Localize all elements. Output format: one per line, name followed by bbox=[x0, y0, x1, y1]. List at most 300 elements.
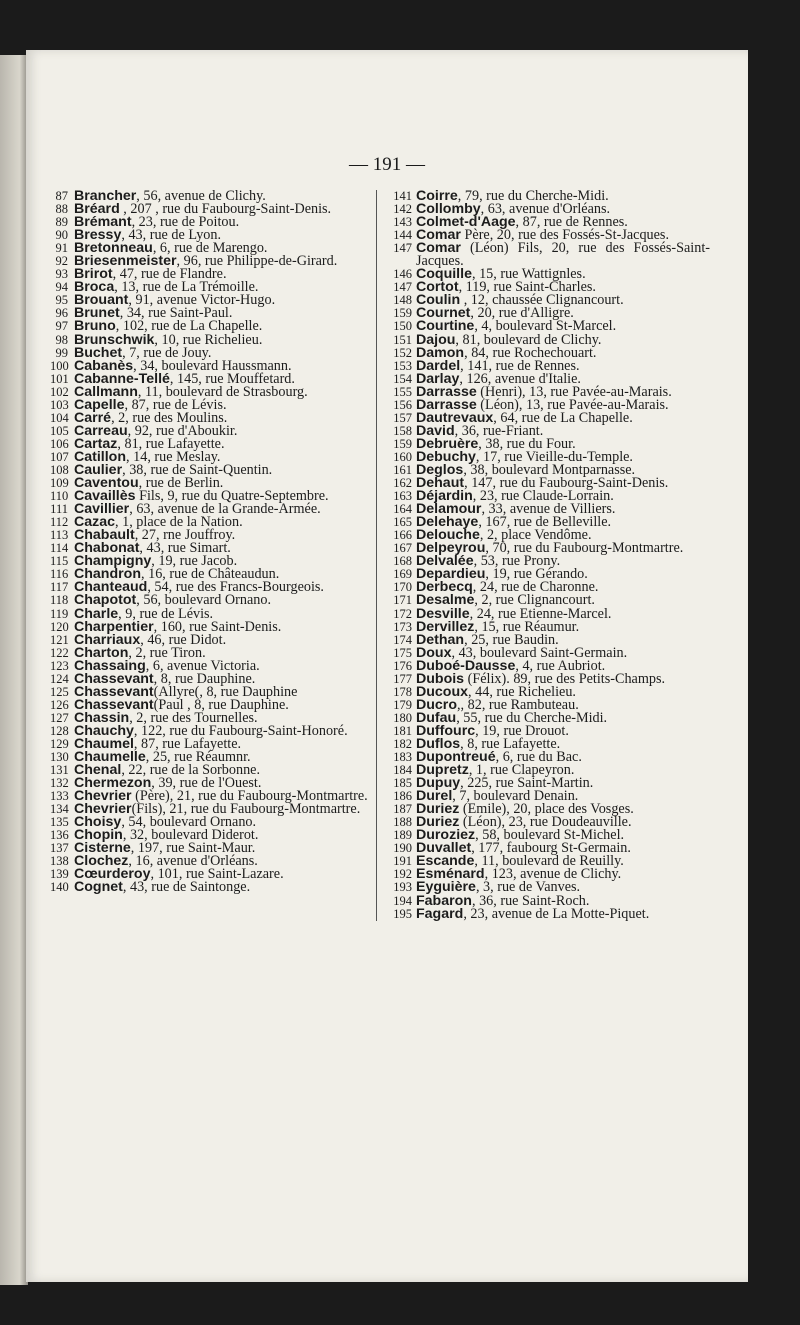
entry-name: Duriez bbox=[416, 814, 460, 831]
entry-number: 161 bbox=[393, 462, 412, 477]
entry-number: 156 bbox=[393, 397, 412, 412]
entry-name: Cabanès bbox=[74, 357, 134, 374]
entry-name: Déjardin bbox=[416, 488, 473, 505]
entry-name: Damon bbox=[416, 344, 465, 361]
entry-address: , 70, rue du Faubourg-Montmartre. bbox=[485, 540, 684, 557]
entry-name: Catillon bbox=[74, 448, 127, 465]
entry-address: , 22, rue de la Sorbonne. bbox=[121, 762, 261, 779]
entry-name: Deglos bbox=[416, 461, 464, 478]
entry-number: 92 bbox=[55, 254, 68, 269]
entry-address: , 44, rue Richelieu. bbox=[468, 683, 576, 700]
entry-number: 170 bbox=[393, 580, 412, 595]
entry-address: , 23, rue de Poitou. bbox=[131, 214, 240, 231]
entry-address: , 46, rue Didot. bbox=[140, 631, 227, 648]
entry-number: 108 bbox=[50, 462, 69, 477]
entry-address: , 102, rue de La Chapelle. bbox=[115, 318, 263, 335]
entry-address: , 16, rue de Châteaudun. bbox=[141, 566, 280, 583]
entry-number: 103 bbox=[50, 397, 69, 412]
entry-number: 150 bbox=[393, 319, 412, 334]
entry-address: , 25, rue Réaumnr. bbox=[145, 749, 251, 766]
entry-number: 164 bbox=[393, 502, 412, 517]
entry-name: Brouant bbox=[74, 292, 129, 309]
entry-number: 104 bbox=[50, 410, 69, 425]
entry-name: Chaumelle bbox=[74, 749, 146, 766]
entry-name: Delamour bbox=[416, 501, 482, 518]
entry-address: , 11, boulevard de Reuilly. bbox=[474, 853, 624, 870]
entry-address: , 119, rue Saint-Charles. bbox=[458, 279, 596, 296]
entry-number: 89 bbox=[55, 215, 68, 230]
entry-name: Chevrier bbox=[74, 788, 132, 805]
entry-name: Bréard bbox=[74, 201, 120, 218]
entry-address: , 36, rue-Friant. bbox=[454, 422, 544, 439]
entry-name: Chassevant bbox=[74, 696, 154, 713]
entry-address: , 43, rue Simart. bbox=[139, 540, 231, 557]
entry-number: 102 bbox=[50, 384, 69, 399]
entry-name: Chassin bbox=[74, 709, 130, 726]
entry-address: , 20, rue d'Alligre. bbox=[470, 305, 574, 322]
entry-address: (Léon), 23, rue Doudeauville. bbox=[459, 814, 632, 831]
entry-name: Dethan bbox=[416, 631, 465, 648]
entry-number: 98 bbox=[55, 332, 68, 347]
entry-number: 144 bbox=[393, 228, 412, 243]
entry-name: Caventou bbox=[74, 475, 139, 492]
book-page bbox=[26, 50, 748, 1282]
entry-number: 130 bbox=[50, 750, 69, 765]
entry-name: Caulier bbox=[74, 461, 123, 478]
entry-address: (Allyre(, 8, rue Dauphine bbox=[153, 683, 298, 700]
directory-entry bbox=[380, 242, 710, 268]
entry-number: 124 bbox=[50, 671, 69, 686]
entry-address: , 38, rue de Saint-Quentin. bbox=[122, 461, 273, 478]
entry-name: Chapotot bbox=[74, 592, 137, 609]
entry-number: 128 bbox=[50, 723, 69, 738]
entry-number: 163 bbox=[393, 489, 412, 504]
entry-number: 111 bbox=[50, 502, 68, 517]
entry-address: , 54, boulevard Ornano. bbox=[121, 814, 257, 831]
entry-address: (Père), 21, rue du Faubourg-Montmartre. bbox=[131, 788, 368, 805]
entry-address: , 23, avenue de La Motte-Piquet. bbox=[463, 905, 650, 922]
entry-address: , 14, rue Meslay. bbox=[126, 448, 221, 465]
entry-name: Chanteaud bbox=[74, 579, 148, 596]
left-page-edge bbox=[0, 55, 28, 1285]
entry-number: 143 bbox=[393, 215, 412, 230]
entry-name: Chassaing bbox=[74, 657, 146, 674]
entry-name: Buchet bbox=[74, 344, 123, 361]
entry-number: 169 bbox=[393, 567, 412, 582]
entry-number: 184 bbox=[393, 763, 412, 778]
entry-number: 142 bbox=[393, 202, 412, 217]
entry-number: 122 bbox=[50, 645, 69, 660]
entry-name: Eyguière bbox=[416, 879, 476, 896]
entry-number: 175 bbox=[393, 645, 412, 660]
entry-name: Cazac bbox=[74, 514, 116, 531]
entry-number: 140 bbox=[50, 880, 69, 895]
entry-name: Comar bbox=[416, 240, 461, 257]
entry-name: Charpentier bbox=[74, 618, 154, 635]
entry-name: Clochez bbox=[74, 853, 129, 870]
entry-number: 166 bbox=[393, 528, 412, 543]
entry-number: 117 bbox=[50, 580, 69, 595]
entry-number: 93 bbox=[55, 267, 68, 282]
entry-name: Courtine bbox=[416, 318, 475, 335]
entry-number: 165 bbox=[393, 515, 412, 530]
entry-number: 148 bbox=[393, 293, 412, 308]
entry-number: 154 bbox=[393, 371, 412, 386]
entry-number: 155 bbox=[393, 384, 412, 399]
entry-address: , 2, rue Tiron. bbox=[128, 644, 206, 661]
entry-name: Darlay bbox=[416, 370, 460, 387]
entry-number: 159 bbox=[393, 436, 412, 451]
entry-number: 146 bbox=[393, 267, 412, 282]
entry-address: (Fils), 21, rue du Faubourg-Montmartre. bbox=[131, 801, 361, 818]
entry-number: 188 bbox=[393, 815, 412, 830]
entry-name: Dajou bbox=[416, 331, 456, 348]
entry-number: 135 bbox=[50, 815, 69, 830]
entry-number: 126 bbox=[50, 697, 69, 712]
entry-address: (Henri), 13, rue Pavée-au-Marais. bbox=[476, 383, 672, 400]
entry-address: , 1, place de la Nation. bbox=[115, 514, 243, 531]
entry-name: Chevrier bbox=[74, 801, 132, 818]
entry-number: 180 bbox=[393, 710, 412, 725]
entry-number: 123 bbox=[50, 658, 69, 673]
entry-name: Charle bbox=[74, 605, 119, 622]
entry-address: , 34, boulevard Haussmann. bbox=[133, 357, 292, 374]
entry-name: Esménard bbox=[416, 866, 485, 883]
entry-address: , 55, rue du Cherche-Midi. bbox=[456, 709, 608, 726]
entry-address: , 3, rue de Vanves. bbox=[475, 879, 581, 896]
entry-number: 97 bbox=[55, 319, 68, 334]
entry-name: Callmann bbox=[74, 383, 138, 400]
entry-name: Delvalée bbox=[416, 553, 474, 570]
entry-name: Duroziez bbox=[416, 827, 476, 844]
entry-name: Charton bbox=[74, 644, 129, 661]
entry-number: 181 bbox=[393, 723, 412, 738]
entry-number: 162 bbox=[393, 476, 412, 491]
entry-address: , 19, rue Drouot. bbox=[475, 722, 569, 739]
entry-name: Chopin bbox=[74, 827, 123, 844]
entry-address: , 177, faubourg St-Germain. bbox=[471, 840, 631, 857]
entry-address: , 2, place Vendôme. bbox=[479, 527, 592, 544]
entry-name: Dautrevaux bbox=[416, 409, 494, 426]
entry-name: Debuchy bbox=[416, 448, 476, 465]
entry-name: Chermezon bbox=[74, 775, 152, 792]
entry-address: , 58, boulevard St-Michel. bbox=[475, 827, 625, 844]
entry-number: 185 bbox=[393, 776, 412, 791]
entry-number: 107 bbox=[50, 449, 69, 464]
entry-name: Chaumel bbox=[74, 735, 134, 752]
entry-address: , 96, rue Philippe-de-Girard. bbox=[176, 253, 338, 270]
entry-name: Dubois bbox=[416, 670, 465, 687]
entry-name: Coquille bbox=[416, 266, 472, 283]
entry-number: 167 bbox=[393, 541, 412, 556]
entry-name: Darrasse bbox=[416, 383, 477, 400]
entry-address: , 123, avenue de Clichy. bbox=[484, 866, 622, 883]
entry-number: 115 bbox=[50, 554, 69, 569]
entry-name: Desalme bbox=[416, 592, 475, 609]
entry-address: , 10, rue Richelieu. bbox=[154, 331, 263, 348]
entry-name: Coirre bbox=[416, 188, 458, 204]
entry-address: , 24, rue de Charonne. bbox=[472, 579, 599, 596]
entry-address: (Léon) Fils, 20, rue des Fossés-Saint-Jacques. bbox=[416, 240, 710, 270]
entry-name: Bruno bbox=[74, 318, 116, 335]
entry-number: 158 bbox=[393, 423, 412, 438]
entry-number: 133 bbox=[50, 789, 69, 804]
entry-number: 174 bbox=[393, 632, 412, 647]
entry-address: , 53, rue Prony. bbox=[473, 553, 561, 570]
entry-name: Brirot bbox=[74, 266, 113, 283]
entry-address: , 225, rue Saint-Martin. bbox=[460, 775, 594, 792]
entry-number: 189 bbox=[393, 828, 412, 843]
directory-entry bbox=[50, 881, 376, 894]
entry-name: Broca bbox=[74, 279, 115, 296]
entry-number: 194 bbox=[393, 893, 412, 908]
entry-number: 168 bbox=[393, 554, 412, 569]
entry-address: , 7, rue de Jouy. bbox=[122, 344, 212, 361]
entry-number: 131 bbox=[50, 763, 69, 778]
entry-number: 91 bbox=[55, 241, 68, 256]
entry-number: 193 bbox=[393, 880, 412, 895]
entry-number: 121 bbox=[50, 632, 69, 647]
entry-address: , 141, rue de Rennes. bbox=[460, 357, 580, 374]
entry-address: , 8, rue Dauphine. bbox=[153, 670, 256, 687]
entry-address: , 25, rue Baudin. bbox=[464, 631, 559, 648]
entry-name: Brémant bbox=[74, 214, 132, 231]
entry-number: 153 bbox=[393, 358, 412, 373]
entry-number: 90 bbox=[55, 228, 68, 243]
entry-number: 113 bbox=[50, 528, 69, 543]
entry-number: 190 bbox=[393, 841, 412, 856]
entry-name: Carreau bbox=[74, 422, 128, 439]
entry-address: , 63, avenue de la Grande-Armée. bbox=[129, 501, 321, 518]
entry-number: 187 bbox=[393, 802, 412, 817]
entry-address: , 6, avenue Victoria. bbox=[145, 657, 260, 674]
entry-name: Cartaz bbox=[74, 435, 118, 452]
entry-name: Coulin bbox=[416, 292, 461, 309]
entry-name: Chabault bbox=[74, 527, 135, 544]
entry-name: Brunet bbox=[74, 305, 120, 322]
entry-address: , 160, rue Saint-Denis. bbox=[153, 618, 282, 635]
entry-name: Fagard bbox=[416, 905, 464, 922]
entry-address: , 38, rue du Four. bbox=[478, 435, 576, 452]
entry-name: Duvallet bbox=[416, 840, 472, 857]
right-column bbox=[376, 190, 710, 921]
entry-name: Champigny bbox=[74, 553, 152, 570]
left-column bbox=[50, 190, 376, 895]
entry-name: Fabaron bbox=[416, 892, 472, 909]
entry-number: 94 bbox=[55, 280, 68, 295]
entry-address: , rue de Berlin. bbox=[138, 475, 224, 492]
entry-name: Desville bbox=[416, 605, 470, 622]
entry-address: , 63, avenue d'Orléans. bbox=[480, 201, 611, 218]
entry-number: 171 bbox=[393, 593, 412, 608]
entry-address: , 56, boulevard Ornano. bbox=[136, 592, 272, 609]
entry-address: , 16, avenue d'Orléans. bbox=[128, 853, 258, 870]
entry-number: 147 bbox=[393, 280, 412, 295]
entry-address: , 34, rue Saint-Paul. bbox=[119, 305, 233, 322]
entry-address: , 56, avenue de Clichy. bbox=[136, 188, 266, 204]
entry-address: , 64, rue de La Chapelle. bbox=[493, 409, 633, 426]
entry-name: Briesenmeister bbox=[74, 253, 177, 270]
entry-name: Choisy bbox=[74, 814, 122, 831]
entry-name: Derbecq bbox=[416, 579, 473, 596]
entry-number: 88 bbox=[55, 202, 68, 217]
entry-address: , 19, rue Gérando. bbox=[485, 566, 588, 583]
entry-name: Durel bbox=[416, 788, 453, 805]
entry-address: Père, 20, rue des Fossés-St-Jacques. bbox=[460, 227, 669, 244]
entry-address: , 84, rue Rochechouart. bbox=[464, 344, 597, 361]
entry-address: , 12, chaussée Clignancourt. bbox=[460, 292, 624, 309]
entry-address: , 9, rue de Lévis. bbox=[118, 605, 214, 622]
entry-number: 127 bbox=[50, 710, 69, 725]
entry-name: Chassevant bbox=[74, 670, 154, 687]
entry-number: 125 bbox=[50, 684, 69, 699]
entry-name: Cortot bbox=[416, 279, 459, 296]
entry-name: Dupontreué bbox=[416, 749, 496, 766]
entry-address: , 32, boulevard Diderot. bbox=[122, 827, 259, 844]
entry-address: , 47, rue de Flandre. bbox=[112, 266, 227, 283]
entry-name: David bbox=[416, 422, 455, 439]
entry-name: Colmet-d'Aage bbox=[416, 214, 516, 231]
entry-number: 136 bbox=[50, 828, 69, 843]
entry-address: , 6, rue de Marengo. bbox=[152, 240, 268, 257]
entry-number: 141 bbox=[393, 189, 412, 203]
entry-name: Collomby bbox=[416, 201, 481, 218]
entry-address: (Félix). 89, rue des Petits-Champs. bbox=[464, 670, 666, 687]
entry-address: , 43, boulevard Saint-Germain. bbox=[451, 644, 628, 661]
entry-number: 134 bbox=[50, 802, 69, 817]
entry-address: , 43, rue de Saintonge. bbox=[122, 879, 251, 896]
entry-address: , 126, avenue d'Italie. bbox=[459, 370, 581, 387]
entry-address: (Emile), 20, place des Vosges. bbox=[459, 801, 634, 818]
entry-name: Delpeyrou bbox=[416, 540, 486, 557]
entry-number: 192 bbox=[393, 867, 412, 882]
entry-number: 137 bbox=[50, 841, 69, 856]
entry-address: , 92, rue d'Aboukir. bbox=[127, 422, 238, 439]
entry-name: Cavillier bbox=[74, 501, 130, 518]
entry-name: Ducro bbox=[416, 696, 457, 713]
entry-number: 152 bbox=[393, 345, 412, 360]
entry-address: Fils, 9, rue du Quatre-Septembre. bbox=[135, 488, 329, 505]
entry-number: 191 bbox=[393, 854, 412, 869]
entry-name: Cavaillès bbox=[74, 488, 136, 505]
entry-address: , 36, rue Saint-Roch. bbox=[471, 892, 590, 909]
entry-number: 112 bbox=[50, 515, 69, 530]
entry-address: , 81, rue Lafayette. bbox=[117, 435, 225, 452]
entry-name: Chassevant bbox=[74, 683, 154, 700]
entry-number: 110 bbox=[50, 489, 69, 504]
entry-address: , 6, rue du Bac. bbox=[495, 749, 582, 766]
entry-name: Chauchy bbox=[74, 722, 134, 739]
entry-name: Dufau bbox=[416, 709, 457, 726]
entry-address: , 2, rue des Moulins. bbox=[111, 409, 228, 426]
entry-address: , 23, rue Claude-Lorrain. bbox=[472, 488, 614, 505]
entry-number: 132 bbox=[50, 776, 69, 791]
entry-name: Ducoux bbox=[416, 683, 469, 700]
entry-number: 147 bbox=[393, 241, 412, 256]
entry-name: Delouche bbox=[416, 527, 480, 544]
directory-entry bbox=[380, 905, 710, 922]
entry-address: , 15, rue Réaumur. bbox=[474, 618, 580, 635]
entry-number: 116 bbox=[50, 567, 69, 582]
entry-name: Duboé-Dausse bbox=[416, 657, 516, 674]
entry-name: Dervillez bbox=[416, 618, 475, 635]
entry-address: , 1, rue Clapeyron. bbox=[468, 762, 575, 779]
entry-address: , 87, rue de Lévis. bbox=[124, 396, 227, 413]
entry-address: , 19, rue Jacob. bbox=[151, 553, 238, 570]
entry-address: (Paul , 8, rue Dauphine. bbox=[153, 696, 289, 713]
entry-address: , 24, rue Etienne-Marcel. bbox=[469, 605, 612, 622]
entry-number: 179 bbox=[393, 697, 412, 712]
entry-name: Cognet bbox=[74, 879, 123, 896]
entry-address: , 87, rue Lafayette. bbox=[133, 735, 242, 752]
entry-name: Comar bbox=[416, 227, 461, 244]
entry-number: 99 bbox=[55, 345, 68, 360]
entry-address: , 167, rue de Belleville. bbox=[478, 514, 612, 531]
entry-number: 159 bbox=[393, 306, 412, 321]
entry-address: , 2, rue des Tournelles. bbox=[129, 709, 258, 726]
entry-address: , 8, rue Lafayette. bbox=[460, 735, 561, 752]
entry-name: Duriez bbox=[416, 801, 460, 818]
entry-address: , 145, rue Mouffetard. bbox=[169, 370, 295, 387]
entry-number: 139 bbox=[50, 867, 69, 882]
entry-number: 138 bbox=[50, 854, 69, 869]
entry-number: 173 bbox=[393, 619, 412, 634]
entry-number: 105 bbox=[50, 423, 69, 438]
entry-address: , 38, boulevard Montparnasse. bbox=[463, 461, 636, 478]
entry-address: , 33, avenue de Villiers. bbox=[481, 501, 616, 518]
entry-address: , 197, rue Saint-Maur. bbox=[130, 840, 256, 857]
entry-number: 157 bbox=[393, 410, 412, 425]
entry-address: , 2, rue Clignancourt. bbox=[474, 592, 595, 609]
entry-address: , 13, rue de La Trémoille. bbox=[114, 279, 259, 296]
entry-number: 119 bbox=[50, 606, 69, 621]
entry-number: 182 bbox=[393, 736, 412, 751]
entry-name: Debruère bbox=[416, 435, 479, 452]
entry-name: Delehaye bbox=[416, 514, 479, 531]
entry-number: 176 bbox=[393, 658, 412, 673]
entry-address: , 81, boulevard de Clichy. bbox=[455, 331, 602, 348]
entry-address: , 91, avenue Victor-Hugo. bbox=[128, 292, 276, 309]
entry-name: Cournet bbox=[416, 305, 471, 322]
entry-number: 96 bbox=[55, 306, 68, 321]
entry-name: Bressy bbox=[74, 227, 122, 244]
entry-name: Darrasse bbox=[416, 396, 477, 413]
entry-address: , 147, rue du Faubourg-Saint-Denis. bbox=[464, 475, 669, 492]
entry-number: 172 bbox=[393, 606, 412, 621]
entry-name: Brunschwik bbox=[74, 331, 155, 348]
entry-address: , 101, rue Saint-Lazare. bbox=[150, 866, 284, 883]
entry-address: , 4, rue Aubriot. bbox=[515, 657, 606, 674]
entry-number: 106 bbox=[50, 436, 69, 451]
entry-name: Charriaux bbox=[74, 631, 141, 648]
entry-address: , 11, boulevard de Strasbourg. bbox=[137, 383, 308, 400]
entry-number: 178 bbox=[393, 684, 412, 699]
entry-address: , 207 , rue du Faubourg-Saint-Denis. bbox=[119, 201, 332, 218]
entry-address: , 4, boulevard St-Marcel. bbox=[474, 318, 617, 335]
entry-address: , 54, rue des Francs-Bourgeois. bbox=[147, 579, 324, 596]
entry-number: 120 bbox=[50, 619, 69, 634]
entry-address: (Léon), 13, rue Pavée-au-Marais. bbox=[476, 396, 669, 413]
entry-name: Duffourc bbox=[416, 722, 476, 739]
entry-number: 160 bbox=[393, 449, 412, 464]
entry-name: Chandron bbox=[74, 566, 141, 583]
entry-name: Dupuy bbox=[416, 775, 461, 792]
entry-name: Escande bbox=[416, 853, 475, 870]
entry-name: Dardel bbox=[416, 357, 461, 374]
entry-address: , 39, rue de l'Ouest. bbox=[151, 775, 262, 792]
entry-address: , 43, rue de Lyon. bbox=[121, 227, 222, 244]
entry-name: Doux bbox=[416, 644, 452, 661]
